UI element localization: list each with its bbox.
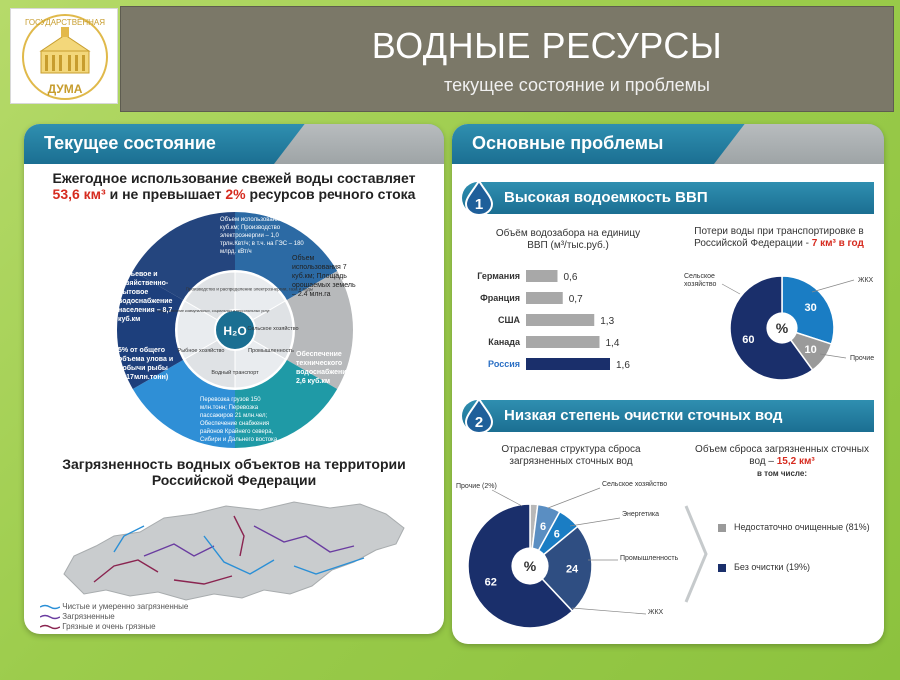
russia-pollution-map xyxy=(54,496,414,606)
problems-panel xyxy=(452,124,884,644)
loss-pie-caption: Потери воды при транспортировке в Российской Федерации - 7 км³ в год xyxy=(694,226,864,249)
map-legend-polluted: Загрязненные xyxy=(40,612,115,621)
discharge-volume-value: 15,2 км³ xyxy=(776,456,815,467)
wheel-label-industry: Обеспечение технического водоснабжения 2,6 куб.км xyxy=(296,351,351,385)
lead-end: ресурсов речного стока xyxy=(249,186,416,202)
drop-icon xyxy=(462,398,496,434)
map-title: Загрязненность водных объектов на территории Российской Федерации xyxy=(62,456,406,488)
inner-label-industry: Промышленность xyxy=(248,348,294,354)
pie-value-label: 30 xyxy=(804,302,817,315)
pie-category-label: Сельское хозяйство xyxy=(684,273,717,288)
h2o-label: H₂O xyxy=(223,324,247,338)
page-subtitle: текущее состояние и проблемы xyxy=(444,75,710,95)
discharge-volume-caption: Объем сброса загрязненных сточных вод – 15,2 км³ в том числе: xyxy=(695,444,869,478)
pie-category-label: Прочие xyxy=(850,355,875,362)
bar-category-label: Россия xyxy=(488,359,520,369)
section-1-title: Высокая водоемкость ВВП xyxy=(504,189,708,206)
lead-value-volume: 53,6 км³ xyxy=(52,186,106,202)
inner-label-utilities: Предоставление коммунальных, социальных и персональных услуг xyxy=(156,309,270,313)
wheel-label-transport: Перевозка грузов 150 млн.тонн; Перевозка пассажиров 21 млн.чел; Обеспечение снабжения районов Крайнего севера, Сибири и Дальнего востока xyxy=(200,397,278,443)
panel-heading: Основные проблемы xyxy=(472,133,664,153)
water-intensity-bar-chart xyxy=(452,264,652,384)
wheel-label-agriculture: Объем использования 7 куб.км; Площадь орошаемых земель – 2.4 млн.га xyxy=(292,255,356,298)
bar-category-label: Франция xyxy=(480,293,520,303)
discharge-structure-pie-chart xyxy=(452,476,684,632)
legend-swatch-navy xyxy=(718,564,726,572)
wheel-label-utilities: Питьевое и хозяйственно-бытовое водоснабжение населения – 8,7 куб.км xyxy=(118,271,173,323)
bar xyxy=(526,270,558,282)
wheel-label-fishery: 5% от общего объема улова и добычи рыбы (0.17млн.тонн) xyxy=(118,347,174,381)
bar xyxy=(526,358,610,370)
inner-label-energy: Производство и распределение электроэнергии, газа и воды xyxy=(185,286,314,292)
pie-value-label: 62 xyxy=(484,576,497,589)
inner-label-fishery: Рыбное хозяйство xyxy=(177,348,225,354)
section-2-title: Низкая степень очистки сточных вод xyxy=(504,407,783,424)
bar-category-label: США xyxy=(497,315,520,325)
discharge-pie-caption: Отраслевая структура сброса загрязненных сточных вод xyxy=(501,444,641,467)
panel-heading: Текущее состояние xyxy=(44,133,216,153)
pie-value-label: 60 xyxy=(742,333,755,346)
map-legend-dirty: Грязные и очень грязные xyxy=(40,622,156,631)
bar xyxy=(526,314,594,326)
bar-value-label: 0,7 xyxy=(568,294,583,305)
water-loss-pie-chart xyxy=(682,264,882,384)
bar-category-label: Германия xyxy=(477,271,520,281)
legend-swatch-grey xyxy=(718,524,726,532)
svg-text:ГОСУДАРСТВЕННАЯ: ГОСУДАРСТВЕННАЯ xyxy=(24,18,106,27)
map-legend-clean: Чистые и умеренно загрязненные xyxy=(40,602,188,611)
drop-icon xyxy=(462,180,496,216)
header-accent xyxy=(274,124,444,164)
lead-text xyxy=(24,170,444,202)
bar-value-label: 1,4 xyxy=(605,338,620,349)
duma-emblem-icon xyxy=(11,9,119,105)
pie-category-label: Сельское хозяйство xyxy=(602,481,668,488)
pie-center-label: % xyxy=(775,320,789,336)
lead-line-1: Ежегодное использование свежей воды составляет xyxy=(52,170,416,186)
bar-value-label: 0,6 xyxy=(563,272,578,283)
chevron-right-icon xyxy=(684,504,708,604)
bar-chart-caption: Объём водозабора на единицу ВВП (м³/тыс.руб.) xyxy=(495,228,641,251)
inner-label-agriculture: Сельское хозяйство xyxy=(247,326,299,332)
lead-line-2 xyxy=(24,186,444,202)
current-state-panel xyxy=(24,124,444,634)
page-title: ВОДНЫЕ РЕСУРСЫ xyxy=(371,25,723,66)
pie-category-label: ЖКХ xyxy=(648,609,664,616)
panel-header xyxy=(452,124,884,164)
panel-header xyxy=(24,124,444,164)
loss-pie-caption-value: 7 км³ в год xyxy=(811,238,864,249)
pie-category-label: Энергетика xyxy=(622,511,659,518)
lead-value-percent: 2% xyxy=(225,186,246,202)
bar-value-label: 1,6 xyxy=(616,360,630,371)
section-1-number: 1 xyxy=(474,196,484,213)
pie-value-label: 10 xyxy=(804,343,817,356)
header-accent xyxy=(714,124,884,164)
bar xyxy=(526,292,563,304)
section-2-header xyxy=(462,400,874,432)
bar-value-label: 1,3 xyxy=(600,316,615,327)
duma-logo xyxy=(10,8,118,104)
pie-category-label: Прочие (2%) xyxy=(456,483,497,490)
lead-mid: и не превышает xyxy=(109,186,222,202)
bar xyxy=(526,336,600,348)
pie-value-label: 6 xyxy=(553,528,560,541)
legend-insufficient: Недостаточно очищенные (81%) xyxy=(718,522,870,532)
section-1-header xyxy=(462,182,874,214)
pie-value-label: 24 xyxy=(565,563,579,576)
legend-untreated: Без очистки (19%) xyxy=(718,562,810,572)
pie-category-label: ЖКХ xyxy=(858,277,874,284)
wheel-label-energy: Объем использования – 29,9 куб.км; Производство электроэнергии – 1,0 трлн.Квт/ч; в т.ч. на ГЭС – 180 млрд. кВт/ч xyxy=(220,217,304,255)
inner-label-transport: Водный транспорт xyxy=(211,370,259,376)
title-bar xyxy=(120,6,894,112)
section-2-number: 2 xyxy=(474,414,484,431)
pie-category-label: Промышленность xyxy=(620,555,679,562)
pie-value-label: 6 xyxy=(539,520,547,533)
svg-text:ДУМА: ДУМА xyxy=(47,82,83,96)
bar-category-label: Канада xyxy=(488,337,520,347)
pie-center-label: % xyxy=(523,558,537,574)
